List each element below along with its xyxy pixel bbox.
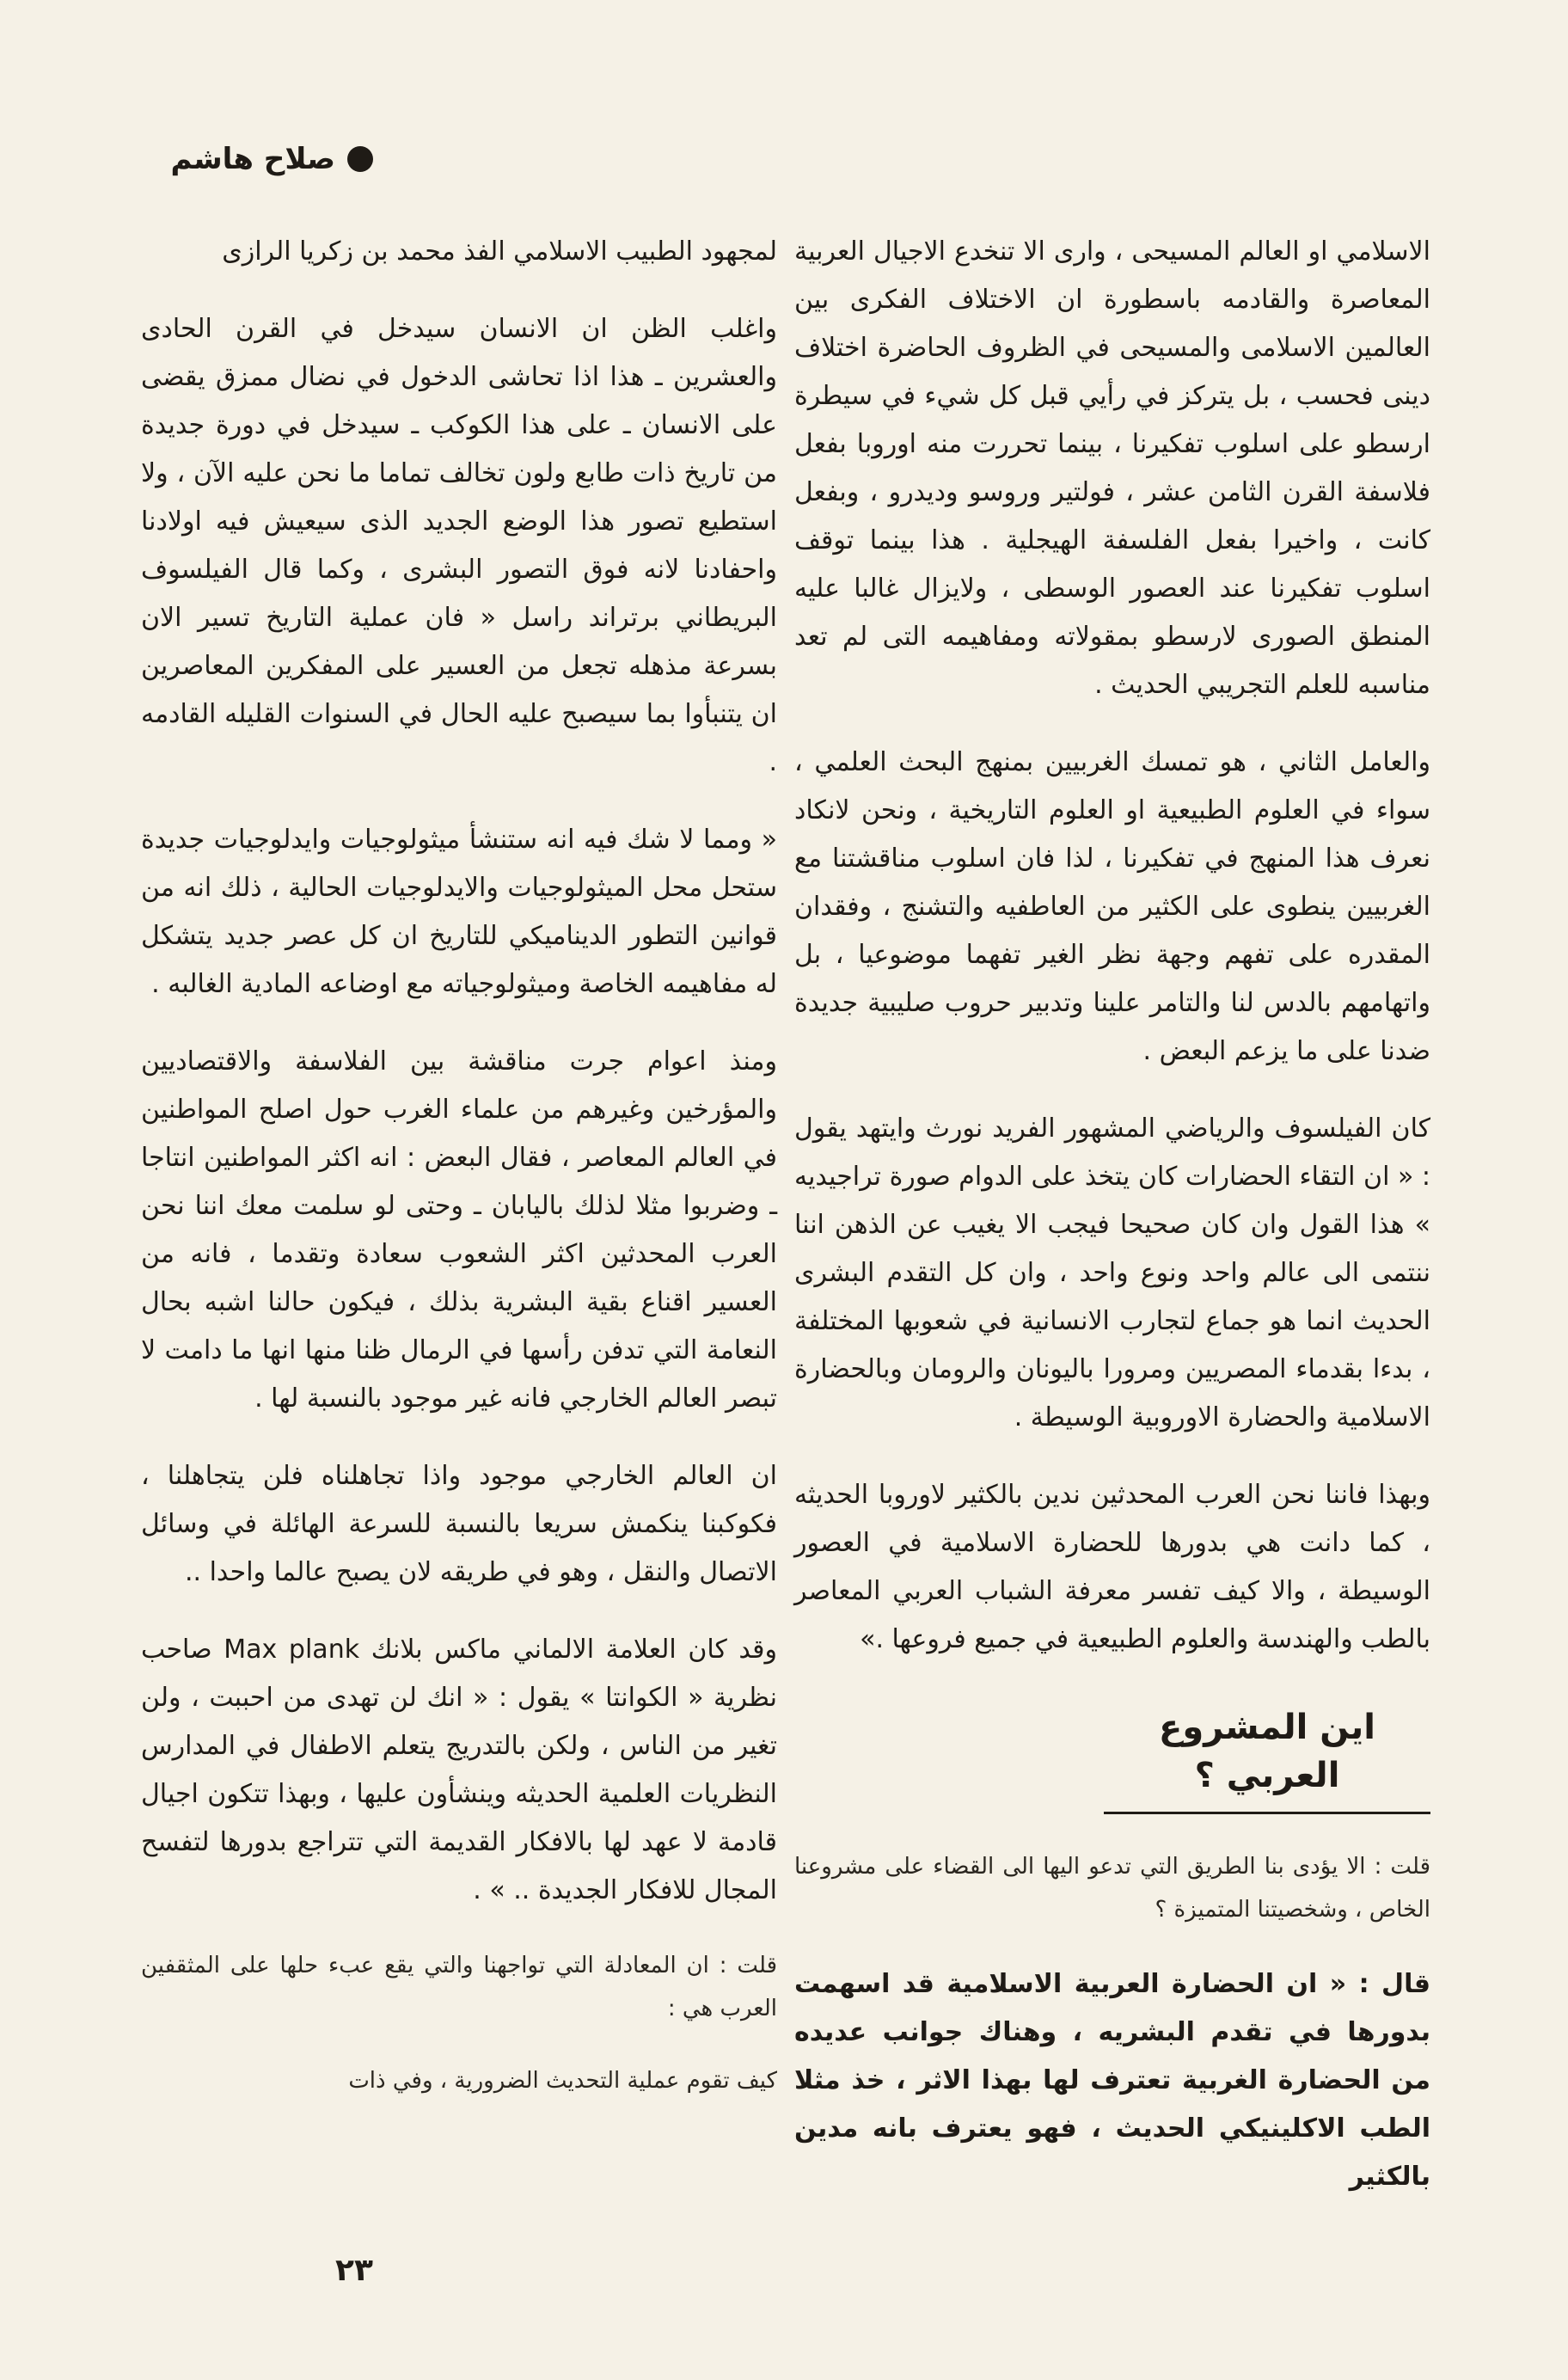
paragraph: كان الفيلسوف والرياضي المشهور الفريد نورث وايتهد يقول : « ان التقاء الحضارات كان يتخذ على الدوام صورة تراجيديه » هذا القول وان كان صحيحا فيجب الا يغيب عن الذهن اننا ننتمى الى عالم واحد ونوع واحد ، وان كل التقدم البشرى الحديث انما هو جماع لتجارب الانسانية في شعوبها المختلفة ، بدءا بقدماء المصريين ومرورا باليونان والرومان وبالحضارة الاسلامية والحضارة الاوروبية الوسيطة . <box>794 1113 1430 1432</box>
paragraph: لمجهود الطبيب الاسلامي الفذ محمد بن زكريا الرازى <box>222 236 777 267</box>
interview-question: قلت : الا يؤدى بنا الطريق التي تدعو اليها الى القضاء على مشروعنا الخاص ، وشخصيتنا المتميزة ؟ <box>794 1854 1430 1923</box>
paragraph: ومنذ اعوام جرت مناقشة بين الفلاسفة والاقتصاديين والمؤرخين وغيرهم من علماء الغرب حول اصلح المواطنين في العالم المعاصر ، فقال البعض : انه اكثر المواطنين انتاجا ـ وضربوا مثلا لذلك باليابان ـ وحتى لو سلمت معك اننا نحن العرب المحدثين اكثر الشعوب سعادة وتقدما ، فانه من العسير اقناع بقية البشرية بذلك ، فيكون حالنا اشبه بحال النعامة التي تدفن رأسها في الرمال ظنا منها انها ما دامت لا تبصر العالم الخارجي فانه غير موجود بالنسبة لها . <box>141 1046 777 1414</box>
paragraph: الاسلامي او العالم المسيحى ، وارى الا تنخدع الاجيال العربية المعاصرة والقادمه باسطورة ان الاختلاف الفكرى بين العالمين الاسلامى والمسيحى في الظروف الحاضرة اختلاف دينى فحسب ، بل يتركز في رأيي قبل كل شيء في سيطرة ارسطو على اسلوب تفكيرنا ، بينما تحررت منه اوروبا بفعل فلاسفة القرن الثامن عشر ، فولتير وروسو وديدرو ، وبفعل كانت ، واخيرا بفعل الفلسفة الهيجلية . هذا بينما توقف اسلوب تفكيرنا عند العصور الوسطى ، ولايزال غالبا عليه المنطق الصورى لارسطو بمقولاته ومفاهيمه التى لم تعد مناسبه للعلم التجريبي الحديث . <box>794 236 1430 700</box>
section-heading: اين المشروع العربي ؟ <box>1104 1693 1430 1814</box>
paragraph: والعامل الثاني ، هو تمسك الغربيين بمنهج البحث العلمي ، سواء في العلوم الطبيعية او العلوم التاريخية ، ونحن لانكاد نعرف هذا المنهج في تفكيرنا ، لذا فان اسلوب مناقشتنا مع الغربيين ينطوى على الكثير من العاطفيه والتشنج ، وفقدان المقدره على تفهم وجهة نظر الغير تفهما موضوعيا ، بل واتهامهم بالدس لنا والتامر علينا وتدبير حروب صليبية جديدة ضدنا على ما يزعم البعض . <box>794 747 1430 1066</box>
bullet-icon <box>347 146 373 172</box>
paragraph: وبهذا فاننا نحن العرب المحدثين ندين بالكثير لاوروبا الحديثه ، كما دانت هي بدورها للحضارة الاسلامية في العصور الوسيطة ، والا كيف تفسر معرفة الشباب العربي المعاصر بالطب والهندسة والعلوم الطبيعية في جميع فروعها .» <box>794 1480 1430 1654</box>
paragraph: وقد كان العلامة الالماني ماكس بلانك Max plank صاحب نظرية « الكوانتا » يقول : « انك لن تهدى من احببت ، ولن تغير من الناس ، ولكن بالتدريج يتعلم الاطفال في المدارس النظريات العلمية الحديثه وينشأون عليها ، وبهذا تتكون اجيال قادمة لا عهد لها بالافكار القديمة التي تتراجع بدورها لتفسح المجال للافكار الجديدة .. » . <box>141 1635 777 1905</box>
paragraph: « ومما لا شك فيه انه ستنشأ ميثولوجيات وايدلوجيات جديدة ستحل محل الميثولوجيات والايدلوجيات الحالية ، ذلك انه من قوانين التطور الديناميكي للتاريخ ان كل عصر جديد يتشكل له مفاهيمه الخاصة وميثولوجياته مع اوضاعه المادية الغالبه . <box>141 825 777 999</box>
paragraph: واغلب الظن ان الانسان سيدخل في القرن الحادى والعشرين ـ هذا اذا تحاشى الدخول في نضال ممزق يقضى على الانسان ـ على هذا الكوكب ـ سيدخل في دورة جديدة من تاريخ ذات طابع ولون تخالف تماما ما نحن عليه الآن ، ولا استطيع تصور هذا الوضع الجديد الذى سيعيش فيه اولادنا واحفادنا لانه فوق التصور البشرى ، وكما قال الفيلسوف البريطاني برتراند راسل « فان عملية التاريخ تسير الان بسرعة مذهله تجعل من العسير على المفكرين المعاصرين ان يتنبأوا بما سيصبح عليه الحال في السنوات القليله القادمه . <box>141 314 777 777</box>
paragraph: ان العالم الخارجي موجود واذا تجاهلناه فلن يتجاهلنا ، فكوكبنا ينكمش سريعا بالنسبة للسرعة الهائلة في وسائل الاتصال والنقل ، وهو في طريقه لان يصبح عالما واحدا .. <box>141 1461 777 1587</box>
interview-question: كيف تقوم عملية التحديث الضرورية ، وفي ذات <box>348 2068 777 2094</box>
interview-answer: قال : « ان الحضارة العربية الاسلامية قد اسهمت بدورها في تقدم البشريه ، وهناك جوانب عديده من الحضارة الغربية تعترف لها بهذا الاثر ، خذ مثلا الطب الاكلينيكي الحديث ، فهو يعترف بانه مدين بالكثير <box>794 1969 1430 2192</box>
author-byline <box>171 142 373 176</box>
left-column <box>141 228 777 2132</box>
page-number: ٢٣ <box>335 2253 373 2288</box>
author-name: صلاح هاشم <box>170 142 335 176</box>
right-column <box>794 228 1430 2230</box>
interview-question: قلت : ان المعادلة التي تواجهنا والتي يقع عبء حلها على المثقفين العرب هي : <box>141 1953 777 2021</box>
